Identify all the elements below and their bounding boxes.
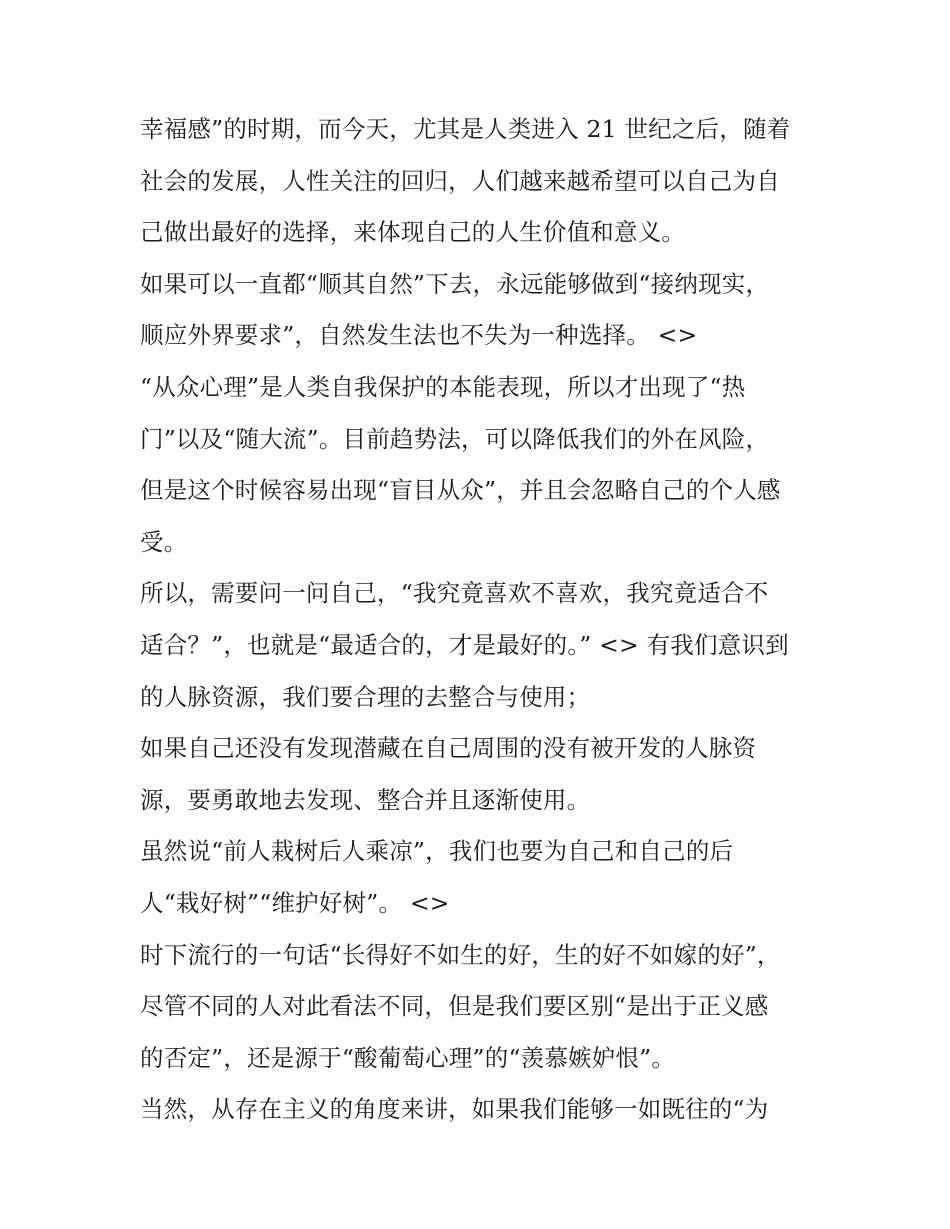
text-line: 幸福感”的时期，而今天，尤其是人类进入 21 世纪之后，随着 xyxy=(140,115,791,143)
text-line: 己做出最好的选择，来体现自己的人生价值和意义。 xyxy=(140,218,686,247)
text-line: 门”以及“随大流”。目前趋势法，可以降低我们的外在风险， xyxy=(140,424,770,453)
text-line: 人“栽好树”“维护好树”。 <> xyxy=(140,888,450,917)
text-line: 顺应外界要求”，自然发生法也不失为一种选择。 <> xyxy=(140,321,698,350)
text-line: 但是这个时候容易出现“盲目从众”，并且会忽略自己的个人感 xyxy=(140,476,781,505)
text-line: 适合？”，也就是“最适合的，才是最好的。” <> 有我们意识到 xyxy=(140,630,789,659)
text-line: 的人脉资源，我们要合理的去整合与使用； xyxy=(140,682,591,711)
text-line: 受。 xyxy=(140,527,188,556)
text-line: 所以，需要问一问自己，“我究竟喜欢不喜欢，我究竟适合不 xyxy=(140,579,769,608)
text-line: 时下流行的一句话“长得好不如生的好，生的好不如嫁的好”， xyxy=(140,940,781,969)
text-line: 当然，从存在主义的角度来讲，如果我们能够一如既往的“为 xyxy=(140,1095,769,1124)
text-line: 尽管不同的人对此看法不同，但是我们要区别“是出于正义感 xyxy=(140,992,769,1021)
text-line: 社会的发展，人性关注的回归，人们越来越希望可以自己为自 xyxy=(140,166,780,195)
text-line: 如果可以一直都“顺其自然”下去，永远能够做到“接纳现实， xyxy=(140,269,770,298)
text-line: 源，要勇敢地去发现、整合并且逐渐使用。 xyxy=(140,785,591,814)
text-line: “从众心理”是人类自我保护的本能表现，所以才出现了“热 xyxy=(140,372,746,401)
text-line: 的否定”，还是源于“酸葡萄心理”的“羡慕嫉妒恨”。 xyxy=(140,1043,676,1072)
text-line: 虽然说“前人栽树后人乘凉”，我们也要为自己和自己的后 xyxy=(140,837,734,866)
text-line: 如果自己还没有发现潜藏在自己周围的没有被开发的人脉资 xyxy=(140,734,757,763)
document-page xyxy=(140,104,820,1136)
